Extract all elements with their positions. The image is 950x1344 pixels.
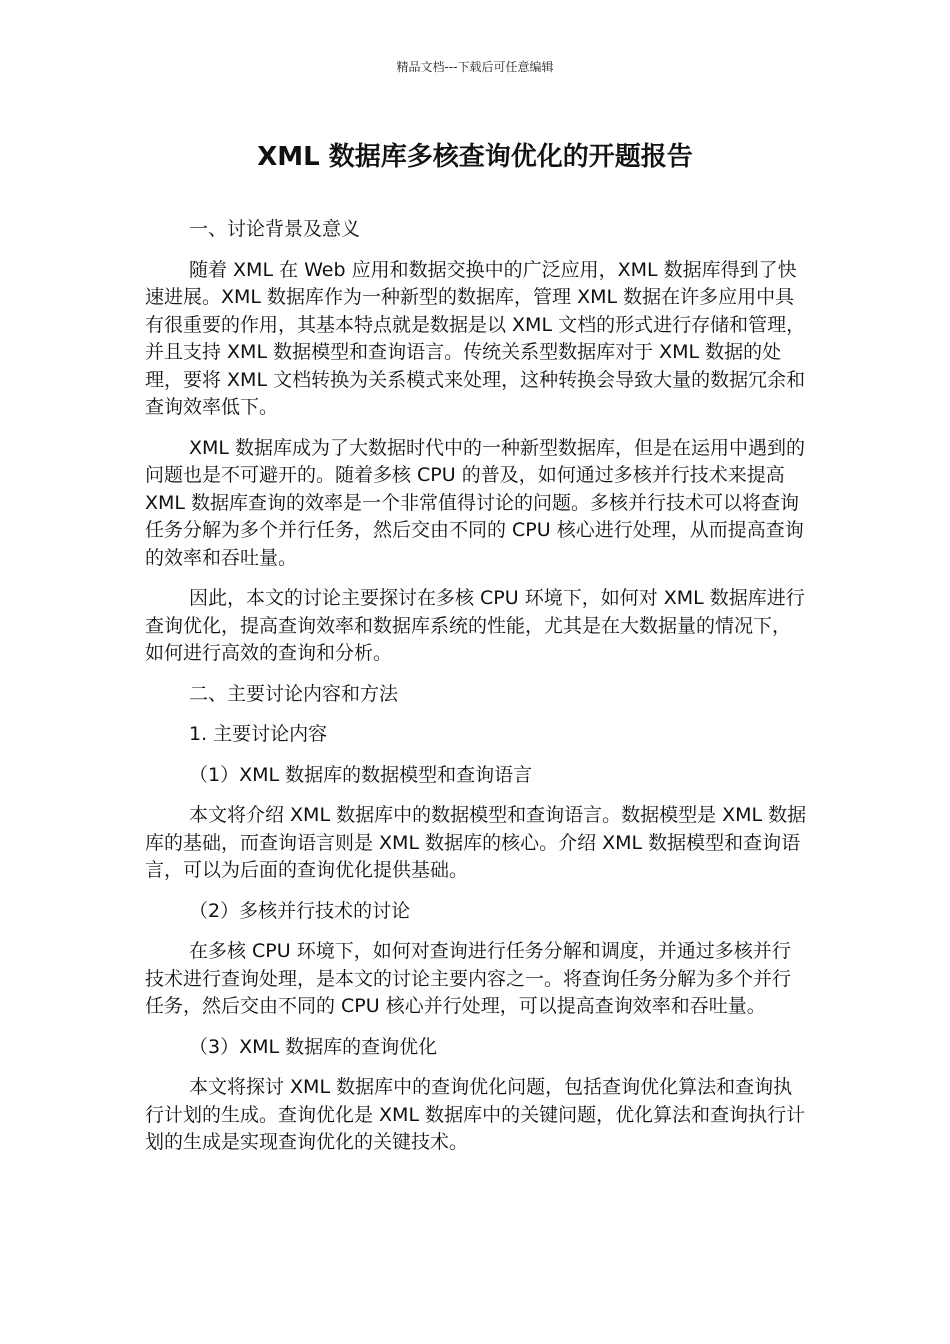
item-heading: （1）XML 数据库的数据模型和查询语言	[189, 763, 533, 786]
paragraph: 随着 XML 在 Web 应用和数据交换中的广泛应用，XML 数据库得到了快速进展。XML 数据库作为一种新型的数据库，管理 XML 数据在许多应用中具有很重要的作用，其基本特点就是数据是以 XML 文档的形式进行存储和管理，并且支持 XML 数据模型和查询语言。传统关系型数据库对于 XML 数据的处理，要将 XML 文档转换为关系模式来处理，这种转换会导致大量的数据冗余和查询效率低下。	[145, 258, 806, 418]
page-header-note: 精品文档---下载后可任意编辑	[396, 60, 554, 74]
section-heading-content-methods: 二、主要讨论内容和方法	[189, 682, 399, 705]
paragraph: 本文将介绍 XML 数据库中的数据模型和查询语言。数据模型是 XML 数据库的基础，而查询语言则是 XML 数据库的核心。介绍 XML 数据模型和查询语言，可以为后面的查询优化提供基础。	[145, 804, 807, 881]
paragraph: 因此，本文的讨论主要探讨在多核 CPU 环境下，如何对 XML 数据库进行查询优化，提高查询效率和数据库系统的性能，尤其是在大数据量的情况下，如何进行高效的查询和分析。	[145, 587, 805, 664]
paragraph: XML 数据库成为了大数据时代中的一种新型数据库，但是在运用中遇到的问题也是不可避开的。随着多核 CPU 的普及，如何通过多核并行技术来提高 XML 数据库查询的效率是一个非常值得讨论的问题。多核并行技术可以将查询任务分解为多个并行任务，然后交由不同的 CPU 核心进行处理，从而提高查询的效率和吞吐量。	[145, 436, 806, 569]
section-heading-background: 一、讨论背景及意义	[189, 218, 361, 240]
subsection-heading-main-content: 1. 主要讨论内容	[189, 723, 328, 745]
item-heading: （3）XML 数据库的查询优化	[189, 1035, 438, 1058]
item-heading: （2）多核并行技术的讨论	[189, 899, 411, 922]
document-body	[145, 216, 807, 1170]
paragraph: 在多核 CPU 环境下，如何对查询进行任务分解和调度，并通过多核并行技术进行查询处理，是本文的讨论主要内容之一。将查询任务分解为多个并行任务，然后交由不同的 CPU 核心并行处理，可以提高查询效率和吞吐量。	[145, 940, 792, 1017]
paragraph: 本文将探讨 XML 数据库中的查询优化问题，包括查询优化算法和查询执行计划的生成。查询优化是 XML 数据库中的关键问题，优化算法和查询执行计划的生成是实现查询优化的关键技术。	[145, 1076, 806, 1153]
document-title: XML 数据库多核查询优化的开题报告	[257, 142, 693, 172]
